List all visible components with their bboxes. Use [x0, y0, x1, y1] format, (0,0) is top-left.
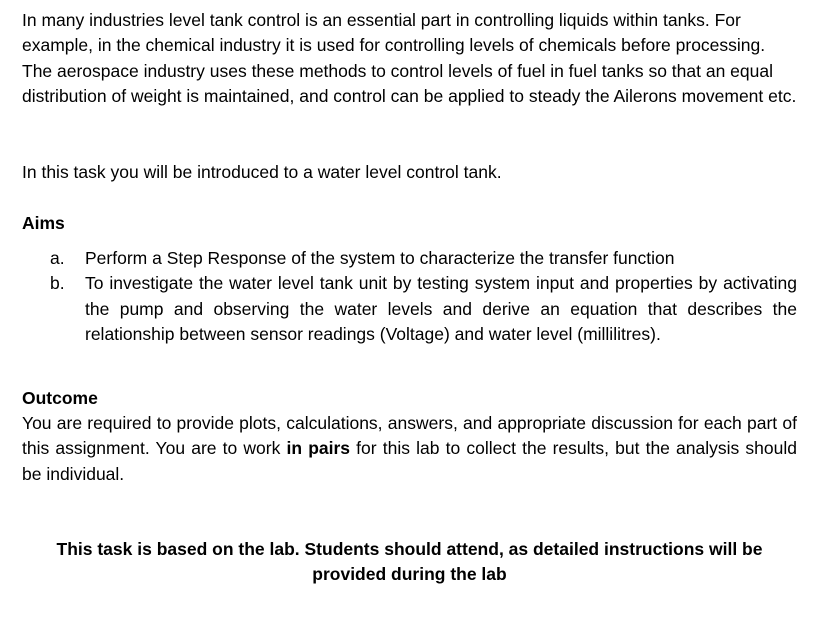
note-line-2: provided during the lab — [312, 564, 507, 585]
intro-paragraph: In many industries level tank control is an essential part in controlling liquids within tanks. For example, in the chemical industry it is used for controlling levels of chemicals before processing. The aerospace industry uses these methods to control levels of fuel in fuel tanks so that an equal distribution of weight is maintained, and control can be applied to steady the Ailerons movement etc. — [22, 10, 797, 107]
list-marker: a. — [50, 248, 65, 268]
aims-list-item — [50, 271, 797, 347]
aim-text: Perform a Step Response of the system to characterize the transfer function — [85, 248, 675, 268]
aims-heading: Aims — [22, 213, 65, 233]
note-line-1: This task is based on the lab. Students should attend, as detailed instructions will be — [56, 539, 763, 559]
task-intro-paragraph: In this task you will be introduced to a water level control tank. — [22, 162, 502, 182]
outcome-heading: Outcome — [22, 388, 98, 408]
outcome-paragraph — [22, 411, 797, 487]
outcome-text-end: for this lab to collect the results, but the analysis should be individual. — [22, 438, 797, 484]
outcome-text-start: You are required to provide plots, calculations, answers, and appropriate discussion for each part of this assignment. You are to work — [22, 413, 797, 459]
aims-list-item — [50, 246, 797, 271]
outcome-emphasis: in pairs — [286, 438, 351, 459]
lab-attendance-note — [22, 537, 797, 588]
list-marker: b. — [50, 273, 65, 294]
aim-text: To investigate the water level tank unit by testing system input and properties by activating the pump and observing the water levels and derive an equation that describes the relationship between sensor readings (Voltage) and water level (millilitres). — [85, 273, 797, 345]
aims-list — [50, 246, 797, 348]
